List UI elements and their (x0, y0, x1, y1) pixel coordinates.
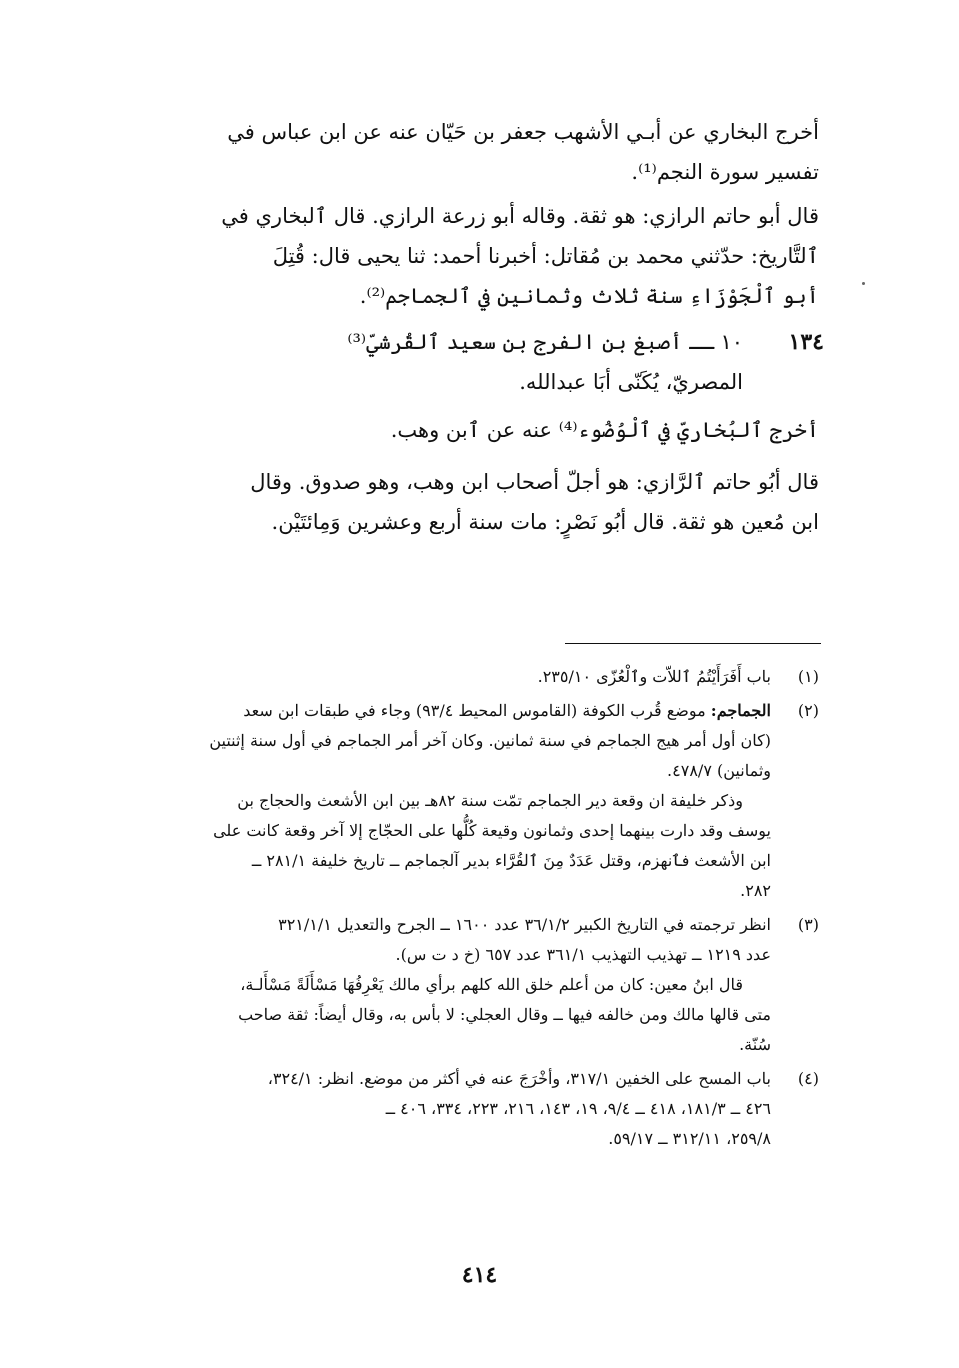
footnote-subline: وذكر خليفة ان وقعة دير الجماجم تمّت سنة ٨٢هـ بين ابن الأشعث والحجاج بن (237, 791, 743, 810)
footnote-number: (٢) (797, 701, 819, 720)
entry-heading (134, 322, 743, 402)
footnote-line: وثمانين) ٤٧٨/٧. (667, 761, 771, 780)
footnote-text: موضع قُرب الكوفة (القاموس المحيط ٩٣/٤) وجاء في طبقات ابن سعد (243, 701, 706, 720)
entry-subtitle: المصريّ، يُكَنّى أبَا عبدالله. (519, 370, 743, 394)
footnote-separator (565, 643, 821, 644)
footnote-line: سُنّة. (739, 1035, 771, 1054)
footnote-line (129, 696, 771, 726)
footnote-subline: قال ابنُ معين: كان من أعلم خلق الله كلهم برأي مالك يَعْرِفُهَا مَسْأَلَةً مَسْأَلـة، (240, 975, 743, 994)
footnote-line: متى قالها مالك ومن خالفه فيها ــ وقال العجلي: لا بأس به، وقال أيضاً: ثقة صاحب (238, 1005, 771, 1024)
footnote-4 (129, 1064, 819, 1154)
footnote-line: باب أَفَرَأَيْتُمُ ٱللاّت وٱلْعُزّى ٢٣٥/١٠. (537, 667, 771, 686)
text-line: أبو ٱلْجَوْزَاءِ سنة ثلاث وثمانين في ٱلجماجم⁽²⁾. (359, 284, 819, 308)
footnote-2 (129, 696, 819, 906)
page-number: ٤١٤ (461, 1262, 498, 1288)
footnote-3 (129, 910, 819, 1060)
footnote-line: ٢٨٢. (740, 881, 771, 900)
text-line: أخرج البخاري عن أبـي الأشهب جعفر بن حَيّان عنه عن ابن عباس في (227, 120, 819, 144)
margin-dot (862, 282, 865, 285)
footnote-line: (كان أول أمر هيج الجماجم في سنة ثمانين. وكان آخر أمر الجماجم في أول سنة إثنتين (209, 731, 771, 750)
paragraph-bukhari-narration (134, 112, 819, 192)
footnote-line: ابن الأشعث فٱنهزم، وقتل عَدَدٌ مِنَ ٱلقُرَّاء بدير آلجماجم ــ تاريخ خليفة ٢٨١/١ ــ (251, 851, 771, 870)
footnote-keyword: الجماجم: (710, 701, 771, 720)
footnote-line: انظر ترجمته في التاريخ الكبير ٣٦/١/٢ عدد ١٦٠٠ ــ الجرح والتعديل ٣٢١/١/١ (278, 915, 771, 934)
biography-entry (134, 322, 824, 402)
text-line: أخرج ٱلبُخاريّ في ٱلْوُضُوء⁽⁴⁾ عنه عن ٱبن وهب. (390, 418, 819, 442)
footnote-line: ٢٥٩/٨، ٣١٢/١١ ــ ٥٩/١٧. (608, 1129, 771, 1148)
text-line: ٱلتَّاريخ: حدّثني محمد بن مُقاتل: أخبرنا أحمد: ثنا يحيى قال: قُتِلَ (272, 244, 819, 268)
text-line: قال أبُو حاتم ٱلرَّازي: هو أجلّ أصحاب ابن وهب، وهو صدوق. وقال (250, 470, 819, 494)
text-line: تفسير سورة النجم⁽¹⁾. (631, 160, 819, 184)
main-text (134, 112, 824, 542)
text-line: قال أبو حاتم الرازي: هو ثقة. وقاله أبو زرعة الرازي. قال ٱلبخاري في (221, 204, 819, 228)
paragraph-abu-hatim (134, 196, 819, 316)
footnote-line: ٤٢٦ ــ ١٨١/٣، ٤١٨ ــ ٩/٤، ١٩، ١٤٣، ٢١٦، ٢٢٣، ٣٣٤، ٤٠٦ ــ (385, 1099, 771, 1118)
footnote-line: يوسف وقد دارت بينهما إحدى وثمانون وقيعة كُلُّها على الحجّاج إلا آخر وقعة كانت على (213, 821, 771, 840)
footnote-1 (129, 662, 819, 692)
paragraph-bukhari-wudu (134, 410, 819, 450)
footnote-number: (٤) (797, 1069, 819, 1088)
paragraph-abu-hatim-2 (134, 462, 819, 542)
footnote-number: (١) (797, 667, 819, 686)
footnote-line: عدد ١٢١٩ ــ تهذيب التهذيب ٣٦١/١ عدد ٦٥٧ (خ د ت س). (395, 945, 771, 964)
footnotes (129, 662, 819, 1158)
entry-title: ١٠ ــ أصبغ بن الفرج بن سعيد ٱلقُرشيّ⁽³⁾ (347, 330, 743, 354)
footnote-number: (٣) (797, 915, 819, 934)
footnote-line: باب المسح على الخفين ٣١٧/١، وأخْرَجَ عنه في أكثر من موضع. انظر: ٣٢٤/١، (267, 1069, 771, 1088)
text-line: ابن مُعين هو ثقة. قال أبُو نَصْرٍ: مات سنة أربع وعشرين وَمِائتَيْن. (271, 510, 819, 534)
entry-number: ١٣٤ (788, 329, 824, 355)
